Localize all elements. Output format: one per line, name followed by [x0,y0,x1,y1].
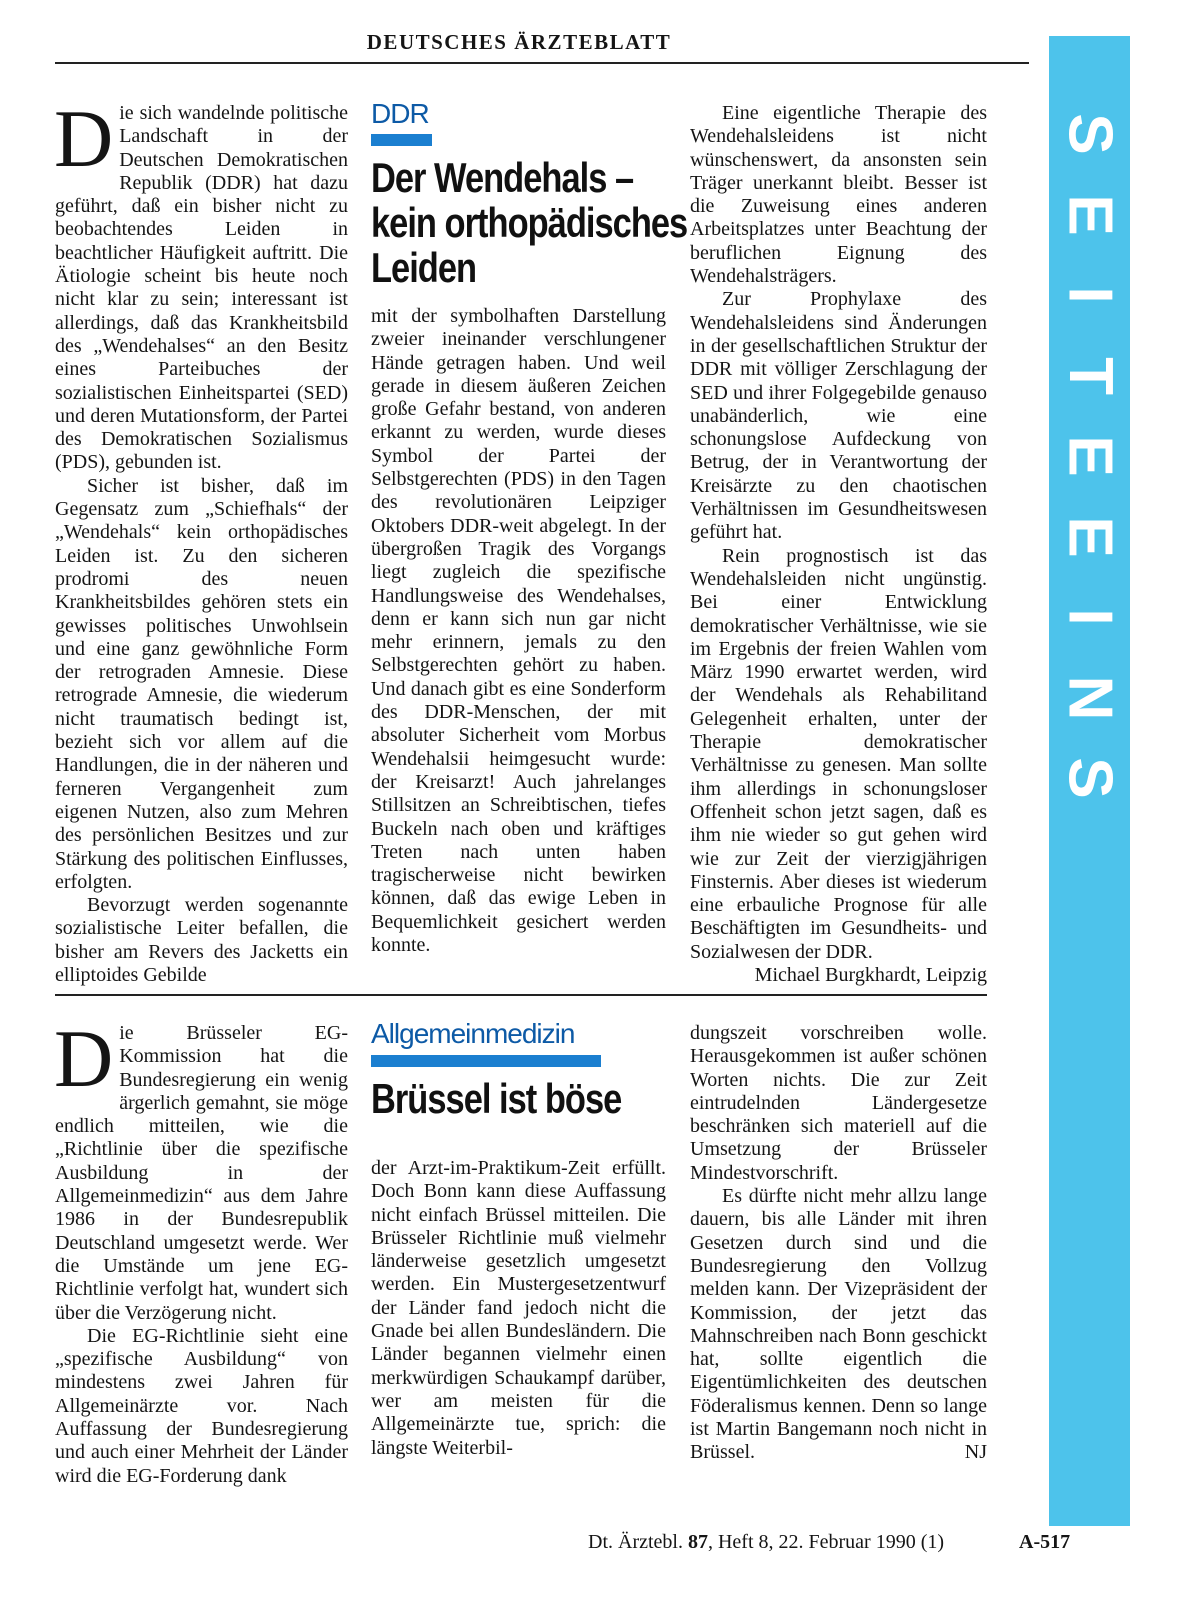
citation [588,1531,944,1554]
article2-headline: Brüssel ist böse [371,1075,622,1122]
article1-column-1 [54,93,348,987]
paragraph: dungszeit vorschreiben wolle. Herausgekommen ist außer schönen Worten nichts. Die zur Zeit eintrudelnden Ländergesetze beschränken sich materiell auf die Umsetzung der Brüsseler Mindestvorschrift. [690,1022,987,1184]
paragraph: ie Brüsseler EG-Kommission hat die Bundesregierung ein wenig ärgerlich gemahnt, sie möge endlich mitteilen, wie die „Richtlinie über die spezifische Ausbildung in der Allgemeinmedizin“ aus dem Jahre 1986 in der Bundesrepublik Deutschland umgesetzt werde. Wer die Umstände um jene EG-Richtlinie verfolgt hat, wundert sich über die Verzögerung nicht. [55,1022,348,1324]
paragraph: Zur Prophylaxe des Wendehalsleidens sind Änderungen in der gesellschaftlichen Struktur der DDR mit völliger Zerschlagung der SED und ihrer Folgegebilde genauso unabänderlich, wie eine schonungslose Aufdeckung von Betrug, der in Verantwortung der Kreisärzte zu den chaotischen Verhältnissen im Gesundheitswesen geführt hat. [690,288,987,544]
headline-line: Der Wendehals – [371,154,634,201]
sidebar-letter: T [1055,356,1125,395]
paragraph: Eine eigentliche Therapie des Wendehalsleidens ist nicht wünschenswert, da ansonsten sein Träger unerkannt bleibt. Besser ist die Zuweisung eines anderen Arbeitsplatzes unter Beachtung der beruflichen Eignung des Wendehalsträgers. [690,102,987,288]
paragraph: mit der symbolhaften Darstellung zweier ineinander verschlungener Hände getragen haben. Und weil gerade in diesem äußeren Zeichen große Gefahr bestand, von anderen erkannt zu werden, wurde dieses Symbol der Partei der Selbstgerechten (PDS) in den Tagen des revolutionären Leipziger Oktobers DDR-weit abgelegt. In der übergroßen Tragik des Vorgangs liegt zugleich die spezifische Handlungsweise des Wendehalses, denn er kann sich nun gar nicht mehr erinnern, jemals zu den Selbstgerechten gehört zu haben. Und danach gibt es eine Sonderform des DDR-Menschen, der mit absoluter Sicherheit vom Morbus Wendehalsii heimgesucht wurde: der Kreisarzt! Auch jahrelanges Stillsitzen an Schreibtischen, tiefes Buckeln nach oben und kräftiges Treten nach unten haben tragischerweise nicht bewirken können, daß das ewige Leben in Bequemlichkeit gesichert werden konnte. [371,305,666,957]
sidebar-letter: N [1055,675,1125,720]
citation-suffix: , Heft 8, 22. Februar 1990 (1) [707,1531,945,1553]
sidebar-letter: E [1055,515,1125,558]
citation-prefix: Dt. Ärztebl. [588,1531,688,1553]
article1-kicker: DDR [371,98,429,129]
headline-line: Leiden [371,244,477,291]
headline-line: kein orthopädisches [371,199,688,246]
kicker-bar [371,134,432,146]
paragraph: der Arzt-im-Praktikum-Zeit erfüllt. Doch Bonn kann diese Auffassung nicht einfach Brüssel mitteilen. Die Brüsseler Richtlinie muß vielmehr länderweise gesetzlich umgesetzt werden. Ein Mustergesetzentwurf der Länder fand jedoch nicht die Gnade bei allen Bundesländern. Die Länder begannen vielmehr einen merkwürdigen Schaukampf darüber, wer am meisten für die Allgemeinärzte tue, sprich: die längste Weiterbil- [371,1157,666,1459]
sidebar-letter: S [1055,113,1125,155]
article-divider [55,994,987,996]
sidebar-letter: S [1055,757,1125,799]
paragraph: ie sich wandelnde politische Landschaft in der Deutschen Demokratischen Republik (DDR) hat dazu geführt, daß ein bisher nicht zu beobachtendes Leiden in beachtlicher Häufigkeit auftritt. Die Ätiologie scheint bis heute noch nicht klar zu sein; interessant ist allerdings, daß das Krankheitsbild des „Wendehalses“ an den Besitz eines Parteibuches der sozialistischen Einheitspartei (SED) und deren Mutationsform, der Partei des Demokratischen Sozialismus (PDS), gebunden ist. [55,102,348,474]
section-sidebar [1049,36,1130,1526]
paragraph: Es dürfte nicht mehr allzu lange dauern, bis alle Länder mit ihren Gesetzen durch sind und die Bundesregierung den Vollzug melden kann. Der Vizepräsident der Kommission, der jetzt das Mahnschreiben nach Bonn geschickt hat, sollte eigentlich die Eigentümlichkeiten des deutschen Föderalismus kennen. Denn so lange ist Martin Bangemann noch nicht in Brüssel. [690,1185,987,1464]
sidebar-label [1049,106,1130,806]
sidebar-letter: E [1055,435,1125,477]
article2-column-1 [54,1013,348,1488]
sidebar-letter: I [1055,286,1125,304]
page-number: A-517 [1019,1531,1071,1553]
kicker-bar [371,1055,601,1067]
dropcap: D [54,1013,114,1104]
article1-headline [371,155,687,290]
paragraph: Sicher ist bisher, daß im Gegensatz zum „Schiefhals“ der „Wendehals“ kein orthopädisches Leiden ist. Zu den sicheren prodromi des neuen Krankheitsbildes gehören stets ein gewisses politisches Unwohlsein und eine ganz gewöhnliche Form der retrograden Amnesie. Diese retrograde Amnesie, die wiederum nicht traumatisch bedingt ist, bezieht sich vor allem auf die Handlungen, die in der näheren und ferneren Vergangenheit zum eigenen Nutzen, also zum Mehren des persönlichen Besitzes und zur Stärkung des politischen Einflusses, erfolgten. [55,474,348,893]
volume: 87 [687,1531,708,1553]
article1-column-2 [371,305,666,957]
author-signature: NJ [964,1441,987,1464]
paragraph: Die EG-Richtlinie sieht eine „spezifische Ausbildung“ von mindestens zwei Jahren für Allgemeinärzte vor. Nach Auffassung der Bundesregierung und auch einer Mehrheit der Länder wird die EG-Forderung dank [55,1324,348,1487]
article2-kicker: Allgemeinmedizin [371,1018,575,1049]
article1-column-3 [690,102,987,987]
author-signature: Michael Burgkhardt, Leipzig [754,963,987,986]
sidebar-letter: E [1055,193,1125,236]
paragraph: Bevorzugt werden sogenannte sozialistische Leiter befallen, die bisher am Revers des Jacketts ein elliptoides Gebilde [55,894,348,986]
masthead-rule [55,62,1029,64]
paragraph: Rein prognostisch ist das Wendehalsleiden nicht ungünstig. Bei einer Entwicklung demokratischer Verhältnisse, wie sie im Ergebnis der freien Wahlen vom März 1990 erwartet werden, wird der Wendehals als Rehabilitand Gelegenheit erhalten, unter der Therapie demokratischer Verhältnisse zu genesen. Man sollte ihm allerdings in schonungsloser Offenheit schon jetzt sagen, daß es ihm nie wieder so gut gehen wird wie zur Zeit der vierzigjährigen Finsternis. Aber dieses ist wiederum eine erbauliche Prognose für alle Beschäftigten im Gesundheits- und Sozialwesen der DDR. [690,544,987,963]
dropcap: D [54,93,114,184]
article2-column-3 [690,1022,987,1465]
article2-column-2 [371,1157,666,1460]
masthead: DEUTSCHES ÄRZTEBLATT [366,30,672,54]
sidebar-letter: I [1055,608,1125,626]
